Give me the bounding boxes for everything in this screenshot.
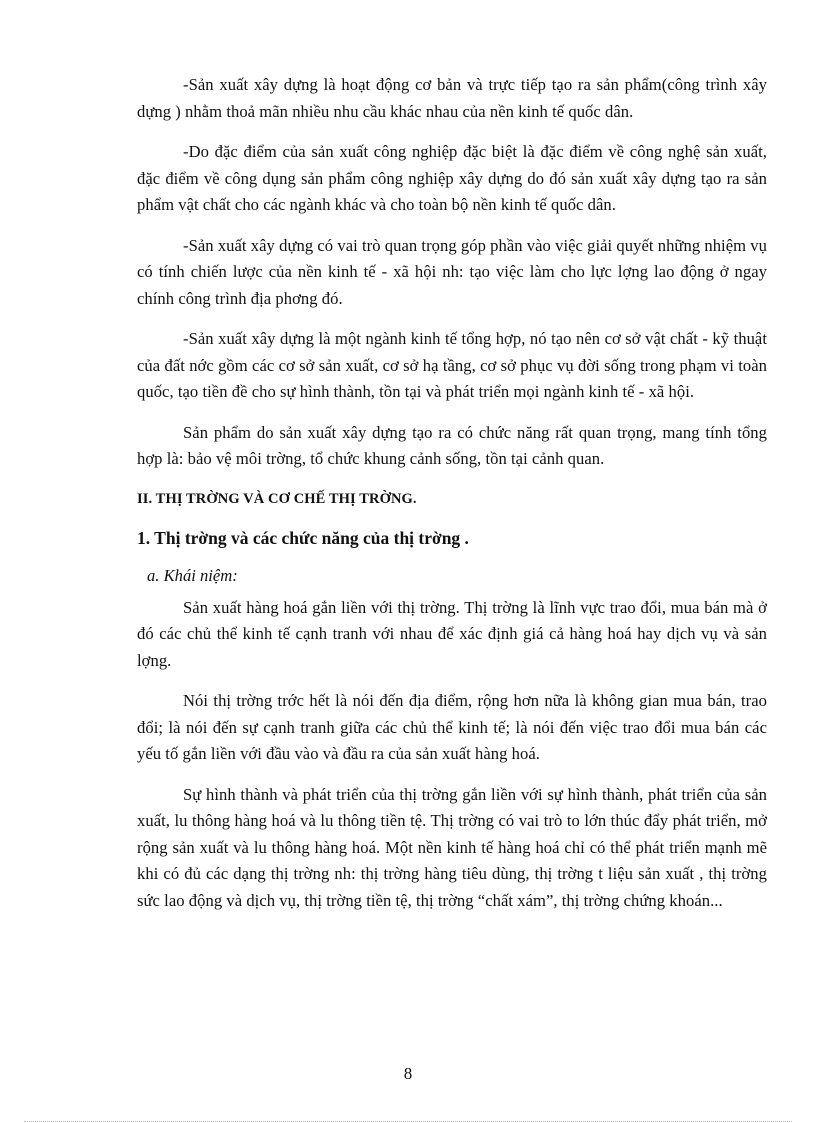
body-paragraph: Sản xuất hàng hoá gắn liền với thị trờng. Thị trờng là lĩnh vực trao đổi, mua bán mà ở đó các chủ thể kinh tế cạnh tranh với nhau để xác định giá cả hàng hoá hay dịch vụ và sản lợng. [137,597,767,670]
body-paragraph: -Sản xuất xây dựng là một ngành kinh tế tổng hợp, nó tạo nên cơ sở vật chất - kỹ thuật của đất nớc gồm các cơ sở sản xuất, cơ sở hạ tầng, cơ sở phục vụ đời sống trong phạm vi toàn quốc, tạo tiền đề cho sự hình thành, tồn tại và phát triển mọi ngành kinh tế - xã hội. [137,329,767,401]
section-heading: II. THỊ TRỜNG VÀ CƠ CHẾ THỊ TRỜNG. [137,490,417,507]
body-paragraph: Nói thị trờng trớc hết là nói đến địa điểm, rộng hơn nữa là không gian mua bán, trao đổi; là nói đến sự cạnh tranh giữa các chủ thể kinh tế; là nói đến việc trao đổi mua bán các yếu tố gắn liền với đầu vào và đầu ra của sản xuất hàng hoá. [137,691,767,763]
page-bottom-divider [24,1121,792,1122]
body-paragraph: -Sản xuất xây dựng có vai trò quan trọng góp phần vào việc giải quyết những nhiệm vụ có tính chiến lược của nền kinh tế - xã hội nh: tạo việc làm cho lực lợng lao động ở ngay chính công trình địa phơng đó. [137,235,767,308]
page-body [137,72,767,928]
body-paragraph: Sản phẩm do sản xuất xây dựng tạo ra có chức năng rất quan trọng, mang tính tổng hợp là: bảo vệ môi trờng, tổ chức khung cảnh sống, tồn tại cảnh quan. [137,422,767,468]
page-number: 8 [403,1064,413,1083]
body-paragraph: -Do đặc điểm của sản xuất công nghiệp đặc biệt là đặc điểm về công nghệ sản xuất, đặc điểm về công dụng sản phẩm công nghiệp xây dựng do đó sản xuất xây dựng tạo ra sản phẩm vật chất cho các ngành khác và cho toàn bộ nền kinh tế quốc dân. [137,142,767,214]
subsection-heading: 1. Thị trờng và các chức năng của thị trờng . [137,527,469,548]
body-paragraph: -Sản xuất xây dựng là hoạt động cơ bản và trực tiếp tạo ra sản phẩm(công trình xây dựng ) nhằm thoả mãn nhiều nhu cầu khác nhau của nền kinh tế quốc dân. [137,75,767,121]
item-label: a. Khái niệm: [147,565,238,585]
body-paragraph: Sự hình thành và phát triển của thị trờng gắn liền với sự hình thành, phát triển của sản xuất, lu thông hàng hoá và lu thông tiền tệ. Thị trờng có vai trò to lớn thúc đẩy phát triển, mở rộng sản xuất và lu thông hàng hoá. Một nền kinh tế hàng hoá chỉ có thể phát triển mạnh mẽ khi có đủ các dạng thị trờng nh: thị trờng hàng tiêu dùng, thị trờng t liệu sản xuất , thị trờng sức lao động và dịch vụ, thị trờng tiền tệ, thị trờng “chất xám”, thị trờng chứng khoán... [137,784,767,910]
